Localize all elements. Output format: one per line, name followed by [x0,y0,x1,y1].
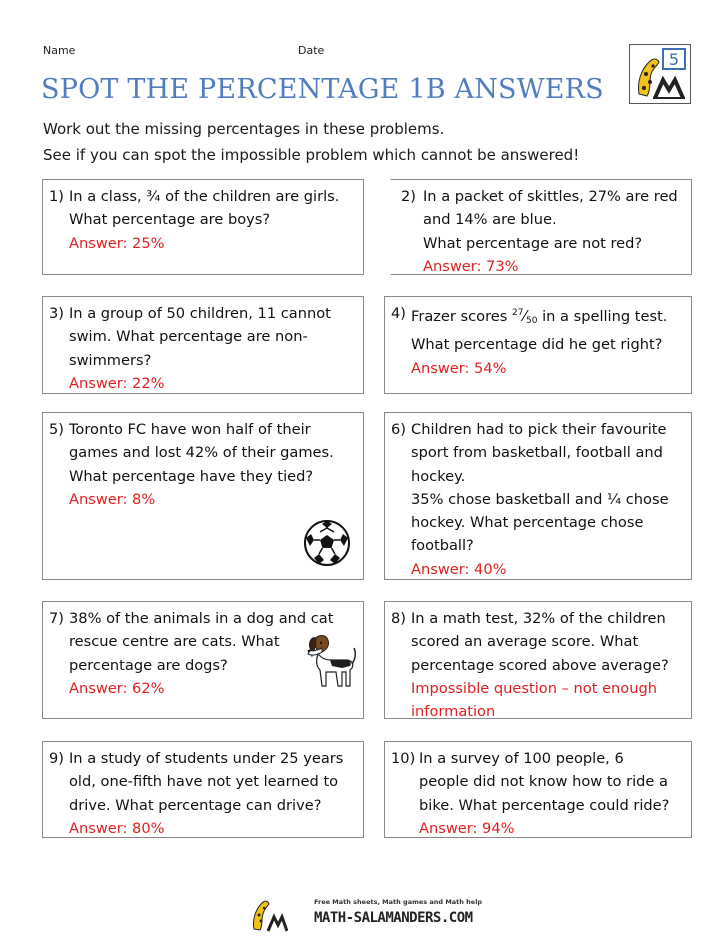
problem-answer: Answer: 22% [69,374,165,392]
salamander-grade-logo [629,44,691,104]
problem-answer: Answer: 40% [411,560,507,578]
intro-line-2: See if you can spot the impossible problem which cannot be answered! [43,146,580,164]
problem-question: In a math test, 32% of the children scored an average score. What percentage scored above average? [411,610,669,674]
problem-number: 4) [391,305,406,322]
problem-box-8 [384,601,692,719]
fraction: $^{27}⁄_{50}$ [512,307,538,326]
logo-grade-number: 5 [668,50,680,69]
problem-number: 3) [49,305,64,322]
problem-box-10 [384,741,692,838]
problem-answer: Answer: 25% [69,234,165,252]
problem-number: 6) [391,421,406,438]
beagle-dog-icon [302,630,356,692]
problem-number: 10) [391,750,416,767]
problem-answer: Answer: 73% [423,257,519,275]
date-label: Date [298,44,325,57]
footer [248,895,498,933]
salamander-footer-icon [248,895,288,933]
problem-answer: Answer: 80% [69,819,165,837]
problem-box-4 [384,296,692,394]
problem-question: 38% of the animals in a dog and cat rescue centre are cats. What percentage are dogs? [69,610,334,674]
problem-question: Toronto FC have won half of their games and lost 42% of their games. What percentage have they tied? [69,421,334,485]
problem-question: In a study of students under 25 years old, one-fifth have not yet learned to drive. What percentage can drive? [69,750,344,814]
footer-tagline: Free Math sheets, Math games and Math help [314,898,483,906]
footer-site-name: MATH-SALAMANDERS.COM [314,910,473,926]
problem-question: Children had to pick their favourite sport from basketball, football and hockey. 35% chose basketball and ¼ chose hockey. What percentage chose football? [411,421,669,555]
problem-number: 9) [49,750,64,767]
problem-box-1 [42,179,364,275]
problem-box-3 [42,296,364,394]
problem-answer: Impossible question – not enough information [411,679,657,721]
problem-number: 7) [49,610,64,627]
intro-line-1: Work out the missing percentages in these problems. [43,120,445,138]
problem-number: 1) [49,188,64,205]
problem-question: Frazer scores $^{27}⁄_{50}$ in a spelling test. What percentage did he get right? [411,307,668,354]
problem-question: In a group of 50 children, 11 cannot swim. What percentage are non- swimmers? [69,305,331,369]
problem-box-2 [390,179,692,275]
problem-answer: Answer: 8% [69,490,156,508]
problem-answer: Answer: 62% [69,679,165,697]
problem-question: In a survey of 100 people, 6 people did not know how to ride a bike. What percentage could ride? [419,750,670,814]
soccer-ball-icon [302,518,352,568]
page-title: SPOT THE PERCENTAGE 1B ANSWERS [41,74,604,105]
problem-answer: Answer: 94% [419,819,515,837]
problem-box-9 [42,741,364,838]
problem-question: In a class, ¾ of the children are girls. What percentage are boys? [69,188,340,229]
problem-number: 5) [49,421,64,438]
problem-answer: Answer: 54% [411,359,507,377]
problem-number: 2) [401,188,416,205]
problem-number: 8) [391,610,406,627]
name-label: Name [43,44,76,57]
problem-box-6 [384,412,692,580]
problem-question: In a packet of skittles, 27% are red and 14% are blue. What percentage are not red? [423,188,678,252]
